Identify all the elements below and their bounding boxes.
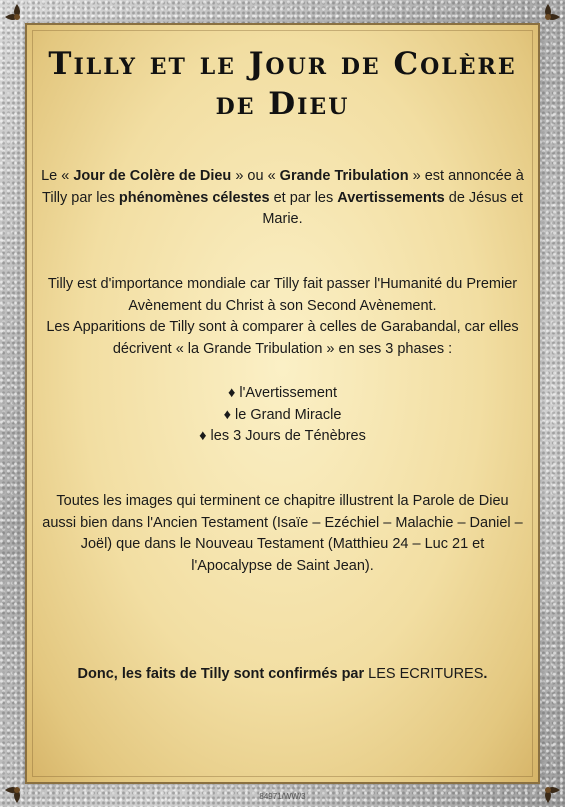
page-title-line-2: de Dieu [215, 86, 350, 122]
fleur-de-lis-icon-top-left [2, 2, 32, 32]
list-item: ♦ les 3 Jours de Ténèbres [199, 428, 366, 444]
scripture-paragraph: Toutes les images qui terminent ce chapitre illustrent la Parole de Dieu aussi bien dans l'Ancien Testament (Isaïe – Ezéchiel – Malachie – Daniel – Joël) que dans le Nouveau Testament (Matthieu 24 – Luc 21 et l'Apocalypse de Saint Jean). [42, 493, 523, 574]
page-title-line-1: Tilly et le Jour de Colère [48, 46, 517, 82]
list-item: ♦ l'Avertissement [227, 385, 338, 401]
apparitions-text: Les Apparitions de Tilly sont à comparer à celles de Garabandal, car elles décrivent « la Grande Tribulation » en ses 3 phases : [46, 319, 519, 357]
phases-list [40, 383, 525, 448]
importance-paragraph [40, 274, 525, 360]
fleur-de-lis-icon-top-right [533, 2, 563, 32]
conclusion-paragraph: Donc, les faits de Tilly sont confirmés par LES ECRITURES. [77, 666, 488, 682]
list-item: ♦ le Grand Miracle [223, 406, 342, 423]
intro-paragraph: Le « Jour de Colère de Dieu » ou « Grande Tribulation » est annoncée à Tilly par les phénomènes célestes et par les Avertissements de Jésus et Marie. [41, 168, 524, 227]
importance-text: Tilly est d'importance mondiale car Tilly fait passer l'Humanité du Premier Avènement du Christ à son Second Avènement. [47, 276, 518, 314]
footer-reference: 84971/WW/3 [259, 792, 306, 801]
